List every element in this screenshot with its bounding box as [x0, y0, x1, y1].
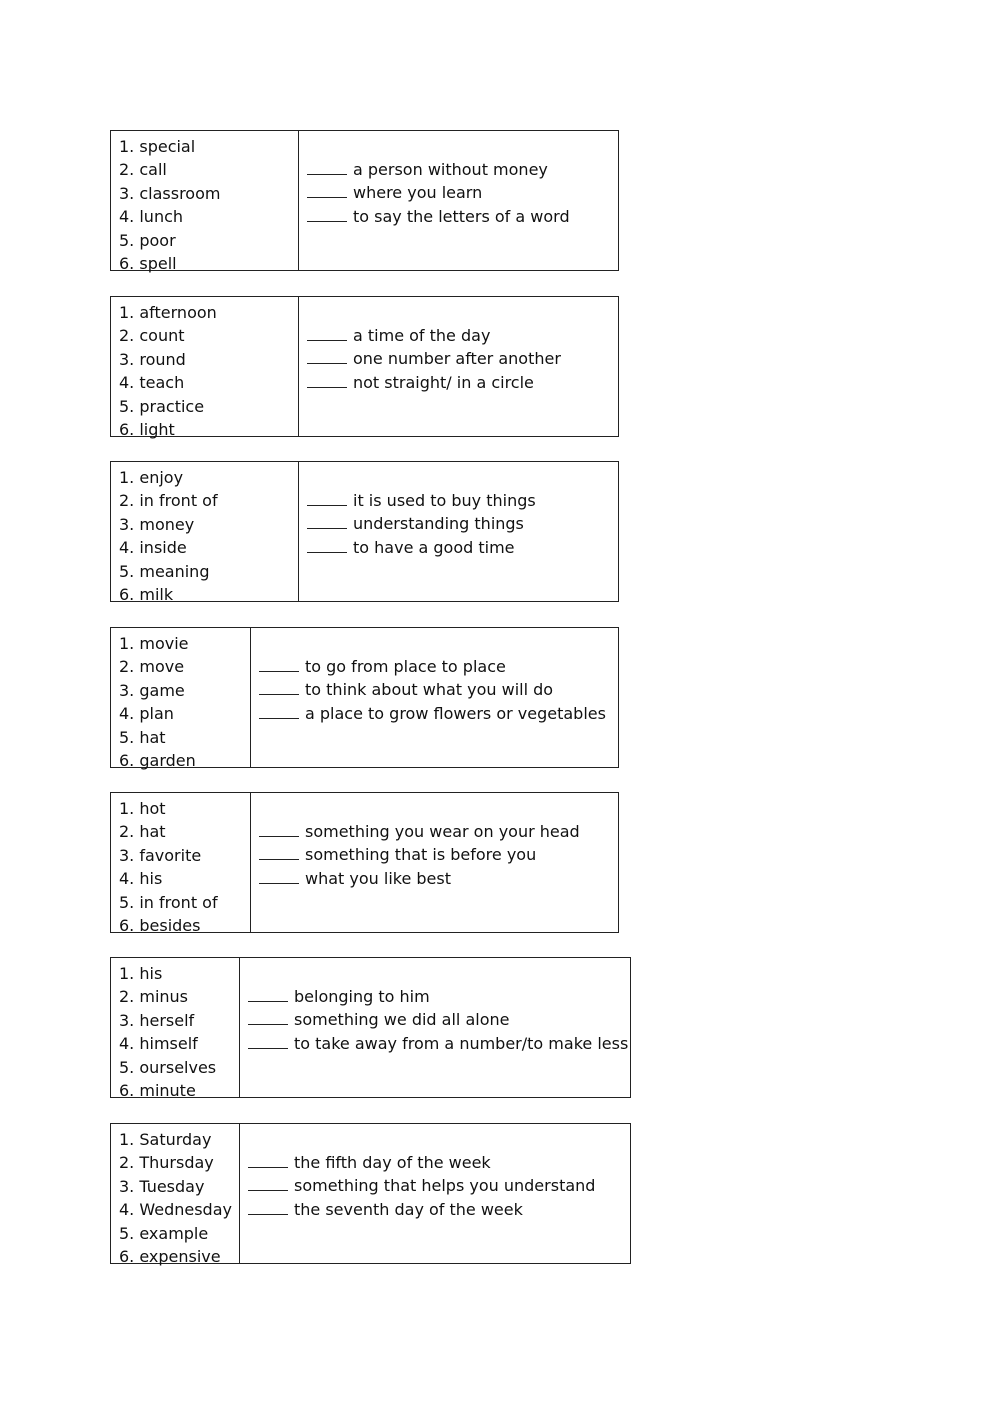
definition-text: to think about what you will do [305, 680, 554, 700]
matching-exercise-7 [110, 1123, 631, 1264]
word-item: 2. minus [119, 987, 188, 1007]
definition-list [240, 958, 630, 1097]
word-item: 5. hat [119, 727, 166, 747]
word-item: 2. call [119, 160, 167, 180]
word-item: 4. his [119, 869, 163, 889]
answer-blank[interactable] [259, 845, 299, 860]
word-item: 5. in front of [119, 892, 218, 912]
definition-item [259, 820, 618, 843]
word-item: 2. hat [119, 822, 166, 842]
definition-item [248, 1151, 630, 1174]
answer-blank[interactable] [259, 704, 299, 719]
definition-text: one number after another [353, 349, 561, 369]
definition-list [251, 628, 618, 767]
word-item: 2. Thursday [119, 1153, 214, 1173]
definition-list [240, 1124, 630, 1263]
matching-exercise-3 [110, 461, 619, 602]
definition-text: a person without money [353, 160, 548, 179]
definition-item [307, 205, 618, 228]
definition-text: a time of the day [353, 326, 491, 345]
word-item: 4. lunch [119, 207, 184, 227]
word-item: 6. milk [119, 584, 174, 604]
matching-exercise-4 [110, 627, 619, 768]
answer-blank[interactable] [248, 1034, 288, 1049]
definition-list [299, 297, 618, 436]
answer-blank[interactable] [307, 207, 347, 222]
definition-text: belonging to him [294, 987, 430, 1006]
answer-blank[interactable] [248, 1200, 288, 1215]
answer-blank[interactable] [307, 491, 347, 506]
answer-blank[interactable] [248, 1176, 288, 1191]
word-item: 6. spell [119, 253, 177, 273]
word-item: 3. herself [119, 1010, 195, 1030]
word-item: 1. hot [119, 799, 166, 818]
word-item: 4. himself [119, 1034, 198, 1054]
answer-blank[interactable] [307, 349, 347, 364]
word-item: 3. favorite [119, 845, 202, 865]
word-item: 6. light [119, 419, 175, 439]
word-item: 3. round [119, 349, 186, 369]
definition-item [259, 678, 618, 701]
definition-text: to take away from a number/to make less [294, 1033, 629, 1053]
definition-item [307, 347, 618, 370]
definition-item [259, 702, 618, 725]
definition-text: something you wear on your head [305, 822, 580, 841]
definition-list [251, 793, 618, 932]
definition-item [307, 489, 618, 512]
matching-exercise-1 [110, 130, 619, 271]
word-list [111, 297, 299, 439]
definition-text: it is used to buy things [353, 491, 536, 510]
word-item: 5. poor [119, 230, 176, 250]
definition-item [307, 158, 618, 181]
word-item: 5. ourselves [119, 1057, 217, 1077]
definition-list [299, 462, 618, 601]
word-item: 1. enjoy [119, 468, 184, 487]
word-item: 5. example [119, 1223, 209, 1243]
word-item: 4. plan [119, 704, 174, 724]
word-item: 1. afternoon [119, 303, 217, 322]
word-list [111, 793, 251, 935]
word-item: 2. in front of [119, 491, 218, 511]
word-item: 3. classroom [119, 183, 221, 203]
definition-item [248, 985, 630, 1008]
definition-text: understanding things [353, 514, 524, 534]
definition-text: the fifth day of the week [294, 1153, 491, 1172]
word-item: 5. practice [119, 396, 205, 416]
word-item: 1. Saturday [119, 1130, 212, 1149]
definition-text: to have a good time [353, 537, 515, 557]
matching-exercise-2 [110, 296, 619, 437]
definition-text: something that is before you [305, 845, 537, 865]
word-item: 3. money [119, 514, 195, 534]
word-item: 3. Tuesday [119, 1176, 205, 1196]
definition-text: where you learn [353, 183, 483, 203]
definition-text: to go from place to place [305, 657, 506, 676]
answer-blank[interactable] [307, 514, 347, 529]
definition-item [307, 512, 618, 535]
answer-blank[interactable] [307, 326, 347, 341]
word-item: 6. expensive [119, 1246, 221, 1266]
definition-item [307, 536, 618, 559]
answer-blank[interactable] [259, 869, 299, 884]
definition-item [307, 371, 618, 394]
definition-item [307, 324, 618, 347]
answer-blank[interactable] [248, 1153, 288, 1168]
word-item: 4. Wednesday [119, 1200, 232, 1220]
definition-item [248, 1174, 630, 1197]
word-item: 2. move [119, 657, 185, 677]
definition-text: to say the letters of a word [353, 206, 570, 226]
word-item: 5. meaning [119, 561, 210, 581]
word-list [111, 462, 299, 604]
answer-blank[interactable] [259, 657, 299, 672]
answer-blank[interactable] [307, 183, 347, 198]
definition-list [299, 131, 618, 270]
definition-text: not straight/ in a circle [353, 372, 534, 392]
definition-text: something we did all alone [294, 1010, 510, 1030]
definition-text: something that helps you understand [294, 1176, 596, 1196]
word-item: 1. his [119, 964, 163, 983]
word-item: 6. garden [119, 750, 196, 770]
definition-item [259, 843, 618, 866]
definition-text: what you like best [305, 868, 451, 888]
word-item: 1. special [119, 137, 196, 156]
matching-exercise-5 [110, 792, 619, 933]
answer-blank[interactable] [307, 538, 347, 553]
word-item: 4. inside [119, 538, 187, 558]
word-item: 6. minute [119, 1080, 196, 1100]
definition-item [259, 655, 618, 678]
word-list [111, 958, 240, 1100]
definition-text: the seventh day of the week [294, 1199, 523, 1219]
matching-exercise-6 [110, 957, 631, 1098]
word-item: 1. movie [119, 634, 189, 653]
word-item: 4. teach [119, 373, 185, 393]
answer-blank[interactable] [259, 680, 299, 695]
definition-item [307, 181, 618, 204]
word-item: 2. count [119, 326, 185, 346]
definition-item [248, 1008, 630, 1031]
definition-item [248, 1198, 630, 1221]
word-list [111, 628, 251, 770]
word-item: 3. game [119, 680, 185, 700]
definition-item [259, 867, 618, 890]
word-list [111, 131, 299, 273]
answer-blank[interactable] [307, 373, 347, 388]
answer-blank[interactable] [248, 1010, 288, 1025]
answer-blank[interactable] [307, 160, 347, 175]
definition-item [248, 1032, 630, 1055]
definition-text: a place to grow flowers or vegetables [305, 703, 606, 723]
word-list [111, 1124, 240, 1266]
word-item: 6. besides [119, 915, 201, 935]
answer-blank[interactable] [259, 822, 299, 837]
answer-blank[interactable] [248, 987, 288, 1002]
